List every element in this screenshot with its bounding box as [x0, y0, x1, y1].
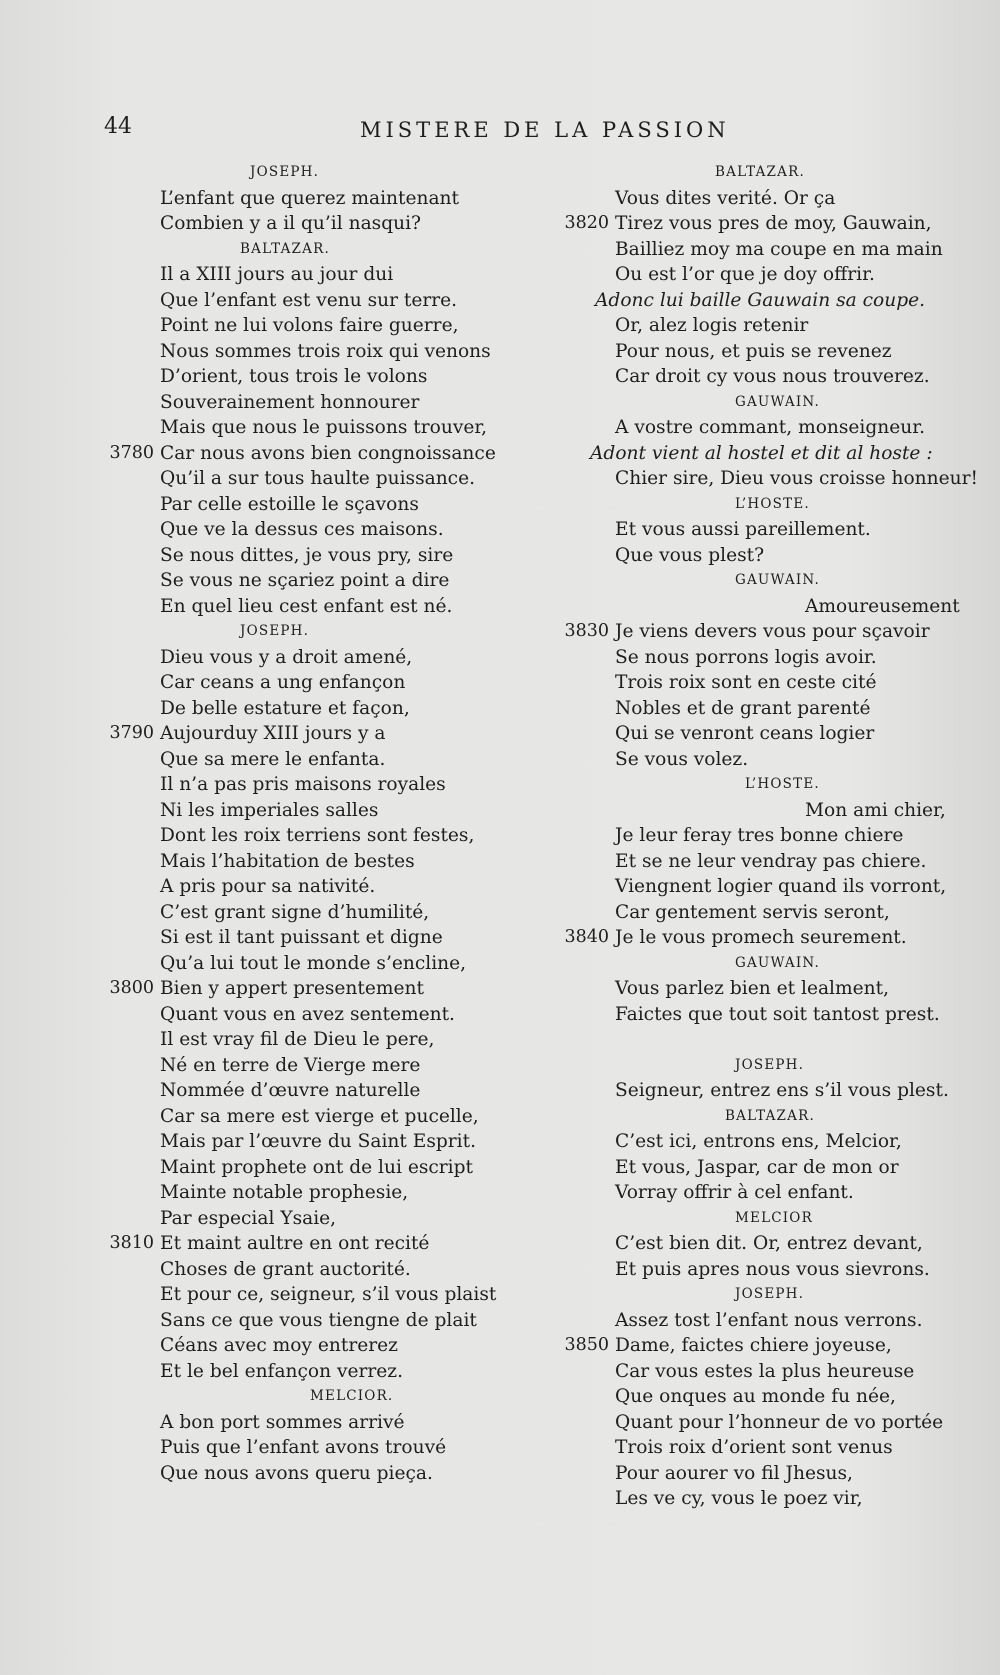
verse-text: Bien y appert presentement [160, 978, 424, 999]
speaker-name: GAUWAIN. [735, 954, 821, 971]
verse-text: Ou est l’or que je doy offrir. [615, 264, 875, 285]
verse-line [100, 364, 520, 390]
verse-line [555, 900, 975, 926]
line-number: 3820 [564, 213, 609, 233]
verse-line [555, 415, 975, 441]
verse-line [100, 849, 520, 875]
verse-line [555, 1129, 975, 1155]
verse-line [555, 1461, 975, 1487]
verse-text: Car vous estes la plus heureuse [615, 1360, 915, 1382]
verse-text: Et pour ce, seigneur, s’il vous plaist [160, 1284, 497, 1305]
speaker-name: GAUWAIN. [735, 393, 821, 410]
verse-text: Car nous avons bien congnoissance [160, 442, 496, 464]
verse-line [555, 339, 975, 365]
verse-text: A vostre commant, monseigneur. [615, 417, 925, 438]
running-title: MISTERE DE LA PASSION [360, 118, 730, 142]
verse-text: Car sa mere est vierge et pucelle, [160, 1105, 479, 1127]
verse-line [555, 823, 975, 849]
verse-text: Il est vray fil de Dieu le pere, [160, 1029, 435, 1050]
verse-line [100, 900, 520, 926]
verse-text: Sans ce que vous tiengne de plait [160, 1309, 477, 1331]
verse-text: Je viens devers vous pour sçavoir [615, 621, 930, 642]
verse-text: Que sa mere le enfanta. [160, 748, 386, 770]
verse-line [555, 849, 975, 875]
verse-text: Et le bel enfançon verrez. [160, 1360, 403, 1382]
verse-text: Qui se venront ceans logier [615, 723, 875, 744]
verse-text: Si est il tant puissant et digne [160, 927, 443, 948]
verse-text: Et se ne leur vendray pas chiere. [615, 850, 927, 872]
verse-line [555, 237, 975, 263]
verse-text: Quant pour l’honneur de vo portée [615, 1411, 944, 1433]
blank-line [555, 1027, 975, 1053]
verse-line [100, 1435, 520, 1461]
verse-line [100, 1155, 520, 1181]
speaker-name: MELCIOR [735, 1209, 813, 1226]
verse-line [100, 772, 520, 798]
verse-text: A bon port sommes arrivé [160, 1411, 405, 1433]
verse-text: Mon ami chier, [805, 799, 946, 821]
verse-text: Je leur feray tres bonne chiere [615, 825, 904, 846]
verse-text: Nobles et de grant parenté [615, 697, 871, 719]
verse-text: Vous dites verité. Or ça [615, 187, 836, 209]
verse-line [100, 492, 520, 518]
verse-line [555, 670, 975, 696]
verse-text: Quant vous en avez sentement. [160, 1003, 455, 1025]
verse-text: Puis que l’enfant avons trouvé [160, 1437, 447, 1458]
verse-text: Aujourduy XIII jours y a [160, 723, 386, 744]
line-number: 3840 [564, 927, 609, 947]
verse-text: Se vous ne sçariez point a dire [160, 570, 450, 591]
speaker-name: L’HOSTE. [745, 776, 820, 792]
verse-line [100, 339, 520, 365]
verse-line [100, 441, 520, 467]
verse-text: Or, alez logis retenir [615, 315, 809, 336]
verse-text: D’orient, tous trois le volons [160, 366, 428, 387]
speaker-name: MELCIOR. [310, 1388, 394, 1404]
verse-text: C’est grant signe d’humilité, [160, 901, 430, 923]
verse-line [100, 1333, 520, 1359]
speaker-name: JOSEPH. [250, 164, 320, 180]
verse-line [555, 619, 975, 645]
verse-line [100, 696, 520, 722]
speaker-name: BALTAZAR. [240, 240, 330, 257]
verse-line [555, 1333, 975, 1359]
verse-line [100, 645, 520, 671]
verse-text: Pour nous, et puis se revenez [615, 340, 892, 362]
verse-text: Dame, faictes chiere joyeuse, [615, 1335, 892, 1356]
verse-line [100, 543, 520, 569]
verse-line [555, 186, 975, 212]
line-number: 3850 [564, 1335, 609, 1355]
speaker-name: BALTAZAR. [725, 1107, 815, 1124]
verse-text: Que ve la dessus ces maisons. [160, 519, 444, 540]
verse-line [100, 798, 520, 824]
verse-text: Trois roix d’orient sont venus [615, 1437, 893, 1458]
verse-text: Chier sire, Dieu vous croisse honneur! [615, 468, 978, 489]
verse-line [555, 721, 975, 747]
verse-line [555, 1155, 975, 1181]
verse-line [100, 951, 520, 977]
verse-text: Né en terre de Vierge mere [160, 1054, 421, 1076]
verse-line [100, 517, 520, 543]
stage-direction: Adont vient al hostel et dit al hoste : [590, 442, 933, 464]
verse-text: Et puis apres nous vous sievrons. [615, 1258, 930, 1280]
verse-text: Et vous aussi pareillement. [615, 519, 871, 540]
verse-line [100, 568, 520, 594]
verse-line [100, 288, 520, 314]
verse-text: Vous parlez bien et lealment, [615, 978, 889, 999]
verse-text: Par celle estoille le sçavons [160, 493, 419, 515]
speaker-name: BALTAZAR. [715, 164, 805, 180]
verse-text: Trois roix sont en ceste cité [615, 672, 877, 693]
verse-line [555, 1384, 975, 1410]
verse-line [100, 874, 520, 900]
verse-line [100, 1053, 520, 1079]
verse-line [100, 1002, 520, 1028]
speaker-name: JOSEPH. [735, 1056, 805, 1073]
verse-line [555, 696, 975, 722]
verse-line [100, 1308, 520, 1334]
verse-line [555, 747, 975, 773]
verse-line [555, 798, 975, 824]
verse-line [100, 1180, 520, 1206]
left-text-column [100, 160, 520, 1486]
verse-text: Mais que nous le puissons trouver, [160, 417, 488, 438]
verse-line [555, 1359, 975, 1385]
verse-line [555, 1410, 975, 1436]
verse-text: Dont les roix terriens sont festes, [160, 825, 475, 846]
verse-line [100, 925, 520, 951]
verse-line [555, 313, 975, 339]
verse-text: Nous sommes trois roix qui venons [160, 340, 491, 362]
verse-line [555, 364, 975, 390]
verse-text: Que onques au monde fu née, [615, 1386, 896, 1407]
verse-line [555, 1257, 975, 1283]
verse-line [100, 1359, 520, 1385]
verse-line [100, 976, 520, 1002]
page-number: 44 [104, 114, 132, 139]
verse-text: Choses de grant auctorité. [160, 1258, 411, 1280]
verse-text: Les ve cy, vous le poez vir, [615, 1488, 863, 1509]
verse-text: Nommée d’œuvre naturelle [160, 1080, 421, 1101]
verse-text: Qu’a lui tout le monde s’encline, [160, 952, 467, 974]
verse-text: Se vous volez. [615, 748, 749, 770]
line-number: 3810 [109, 1233, 154, 1253]
verse-text: Je le vous promech seurement. [615, 927, 907, 948]
speaker-name: GAUWAIN. [735, 572, 821, 588]
verse-text: Mais par l’œuvre du Saint Esprit. [160, 1131, 476, 1152]
verse-text: Ni les imperiales salles [160, 799, 379, 821]
verse-text: Assez tost l’enfant nous verrons. [615, 1309, 923, 1331]
verse-text: En quel lieu cest enfant est né. [160, 595, 453, 617]
verse-line [100, 262, 520, 288]
verse-text: Que l’enfant est venu sur terre. [160, 289, 458, 311]
verse-line [555, 594, 975, 620]
verse-line [100, 466, 520, 492]
verse-line [555, 543, 975, 569]
verse-line [555, 466, 978, 492]
verse-text: Céans avec moy entrerez [160, 1335, 398, 1356]
verse-text: Se nous porrons logis avoir. [615, 646, 877, 668]
line-number: 3790 [109, 723, 154, 743]
verse-text: Car ceans a ung enfançon [160, 672, 406, 693]
verse-text: De belle estature et façon, [160, 697, 410, 719]
verse-line [100, 1282, 520, 1308]
verse-text: Pour aourer vo fil Jhesus, [615, 1462, 853, 1484]
verse-text: Par especial Ysaie, [160, 1207, 337, 1229]
verse-text: Seigneur, entrez ens s’il vous plest. [615, 1080, 949, 1101]
verse-line [100, 1129, 520, 1155]
verse-line [100, 1104, 520, 1130]
verse-text: Vorray offrir à cel enfant. [615, 1182, 854, 1203]
speaker-name: JOSEPH. [240, 623, 310, 639]
verse-text: Qu’il a sur tous haulte puissance. [160, 468, 476, 489]
verse-line [100, 186, 520, 212]
verse-text: Que vous plest? [615, 544, 765, 566]
verse-line [555, 1486, 975, 1512]
verse-line [555, 874, 975, 900]
verse-text: Bailliez moy ma coupe en ma main [615, 238, 943, 260]
verse-line [555, 1435, 975, 1461]
verse-line [100, 415, 520, 441]
verse-text: Tirez vous pres de moy, Gauwain, [615, 213, 932, 234]
verse-line [555, 211, 975, 237]
verse-text: Que nous avons queru pieça. [160, 1462, 433, 1484]
verse-line [555, 1002, 975, 1028]
verse-text: Il a XIII jours au jour dui [160, 264, 394, 285]
verse-text: Maint prophete ont de lui escript [160, 1156, 473, 1178]
verse-text: Combien y a il qu’il nasqui? [160, 213, 421, 234]
verse-text: Car gentement servis seront, [615, 901, 890, 923]
verse-text: Amoureusement [805, 595, 960, 617]
verse-line [100, 1461, 520, 1487]
verse-line [100, 747, 520, 773]
speaker-name: JOSEPH. [735, 1286, 805, 1302]
line-number: 3800 [109, 978, 154, 998]
verse-text: Mais l’habitation de bestes [160, 850, 415, 872]
verse-line [555, 1231, 975, 1257]
verse-line [100, 1078, 520, 1104]
verse-line [100, 1206, 520, 1232]
verse-text: Point ne lui volons faire guerre, [160, 315, 459, 336]
verse-line [100, 313, 520, 339]
verse-text: Souverainement honnourer [160, 391, 420, 413]
verse-text: Viengnent logier quand ils vorront, [615, 876, 947, 897]
line-number: 3780 [109, 442, 154, 463]
verse-line [100, 211, 520, 237]
verse-line [555, 517, 975, 543]
verse-line [100, 390, 520, 416]
verse-text: L’enfant que querez maintenant [160, 187, 459, 209]
verse-text: Et maint aultre en ont recité [160, 1233, 430, 1254]
verse-line [100, 823, 520, 849]
verse-line [555, 976, 975, 1002]
speaker-name: L’HOSTE. [735, 495, 810, 512]
verse-line [555, 925, 975, 951]
verse-text: Il n’a pas pris maisons royales [160, 774, 446, 795]
verse-line [555, 1078, 975, 1104]
stage-direction: Adonc lui baille Gauwain sa coupe. [595, 289, 926, 311]
verse-line [100, 1410, 520, 1436]
verse-line [100, 1231, 520, 1257]
verse-text: C’est bien dit. Or, entrez devant, [615, 1233, 923, 1254]
verse-line [555, 645, 975, 671]
verse-text: A pris pour sa nativité. [160, 876, 376, 897]
verse-line [555, 1308, 975, 1334]
line-number: 3830 [564, 621, 609, 641]
right-text-column [555, 160, 978, 1512]
verse-line [100, 594, 520, 620]
verse-text: Se nous dittes, je vous pry, sire [160, 544, 454, 566]
verse-line [555, 262, 975, 288]
verse-text: C’est ici, entrons ens, Melcior, [615, 1131, 902, 1152]
verse-text: Car droit cy vous nous trouverez. [615, 366, 930, 387]
verse-line [100, 670, 520, 696]
verse-text: Faictes que tout soit tantost prest. [615, 1003, 940, 1025]
verse-line [100, 1257, 520, 1283]
verse-text: Et vous, Jaspar, car de mon or [615, 1156, 899, 1178]
verse-line [555, 1180, 975, 1206]
verse-text: Dieu vous y a droit amené, [160, 646, 413, 668]
verse-text: Mainte notable prophesie, [160, 1182, 409, 1203]
verse-line [100, 1027, 520, 1053]
verse-line [100, 721, 520, 747]
